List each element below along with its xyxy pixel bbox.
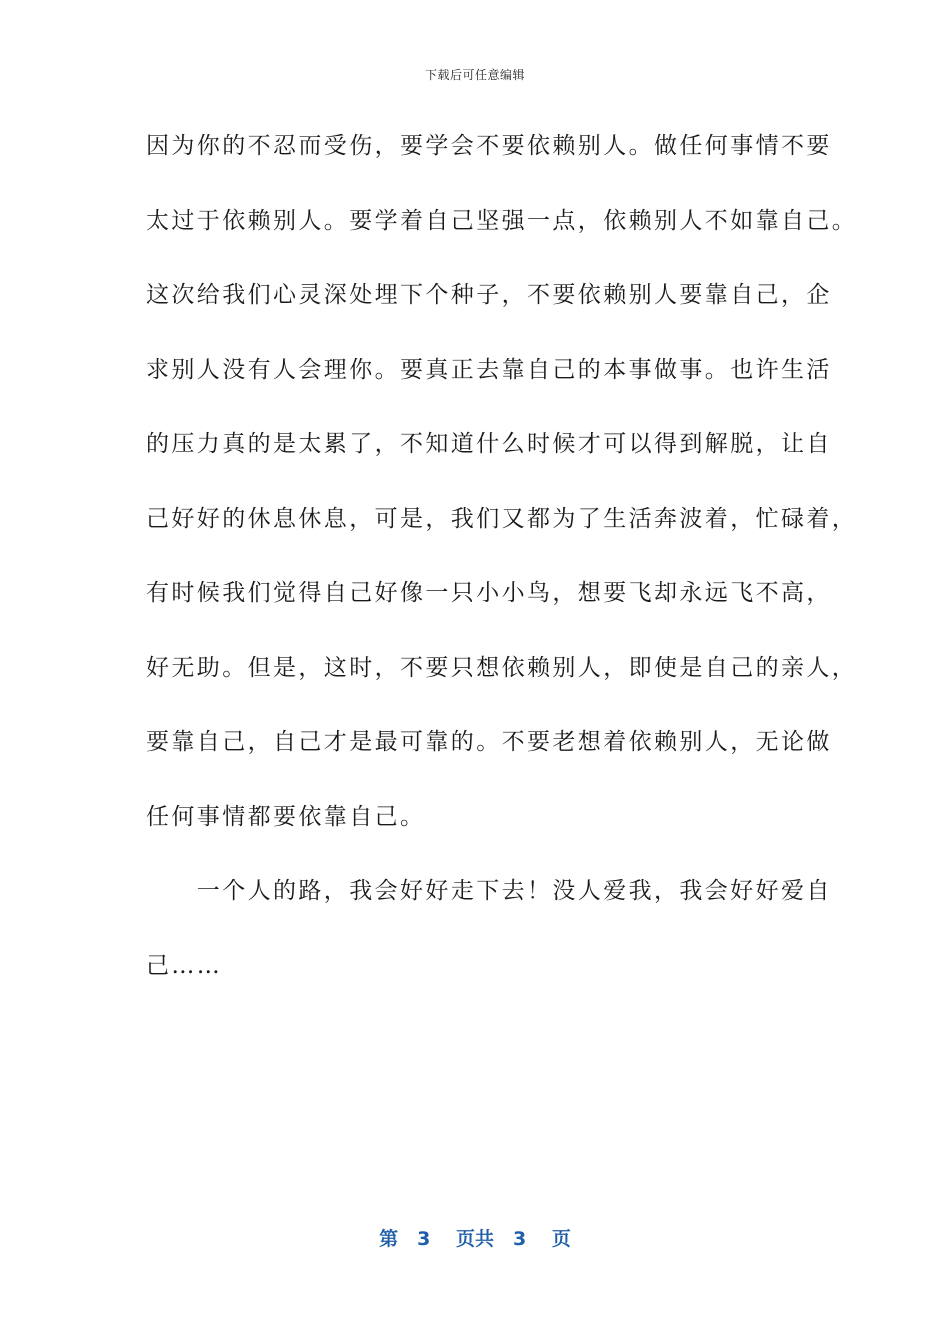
text-line: 一个人的路，我会好好走下去！没人爱我，我会好好爱自: [146, 878, 832, 904]
text-line: 好无助。但是，这时，不要只想依赖别人，即使是自己的亲人，: [146, 654, 858, 681]
page-number-footer: 第 3 页共 3 页: [379, 1228, 571, 1250]
text-line: 有时候我们觉得自己好像一只小小鸟，想要飞却永远飞不高，: [146, 580, 832, 606]
page-header-note: 下载后可任意编辑: [424, 68, 525, 82]
text-line: 求别人没有人会理你。要真正去靠自己的本事做事。也许生活: [146, 356, 832, 383]
text-line: 的压力真的是太累了，不知道什么时候才可以得到解脱，让自: [146, 431, 832, 457]
text-line: 因为你的不忍而受伤，要学会不要依赖别人。做任何事情不要: [146, 133, 832, 159]
document-body: [146, 124, 858, 1018]
text-line: 要靠自己，自己才是最可靠的。不要老想着依赖别人，无论做: [146, 729, 832, 755]
text-line: 这次给我们心灵深处埋下个种子，不要依赖别人要靠自己，企: [146, 282, 832, 308]
text-line: 太过于依赖别人。要学着自己坚强一点，依赖别人不如靠自己。: [146, 207, 858, 234]
text-line: 己……: [146, 952, 223, 979]
text-line: 己好好的休息休息，可是，我们又都为了生活奔波着，忙碌着，: [146, 505, 858, 532]
text-line: 任何事情都要依靠自己。: [146, 803, 426, 830]
